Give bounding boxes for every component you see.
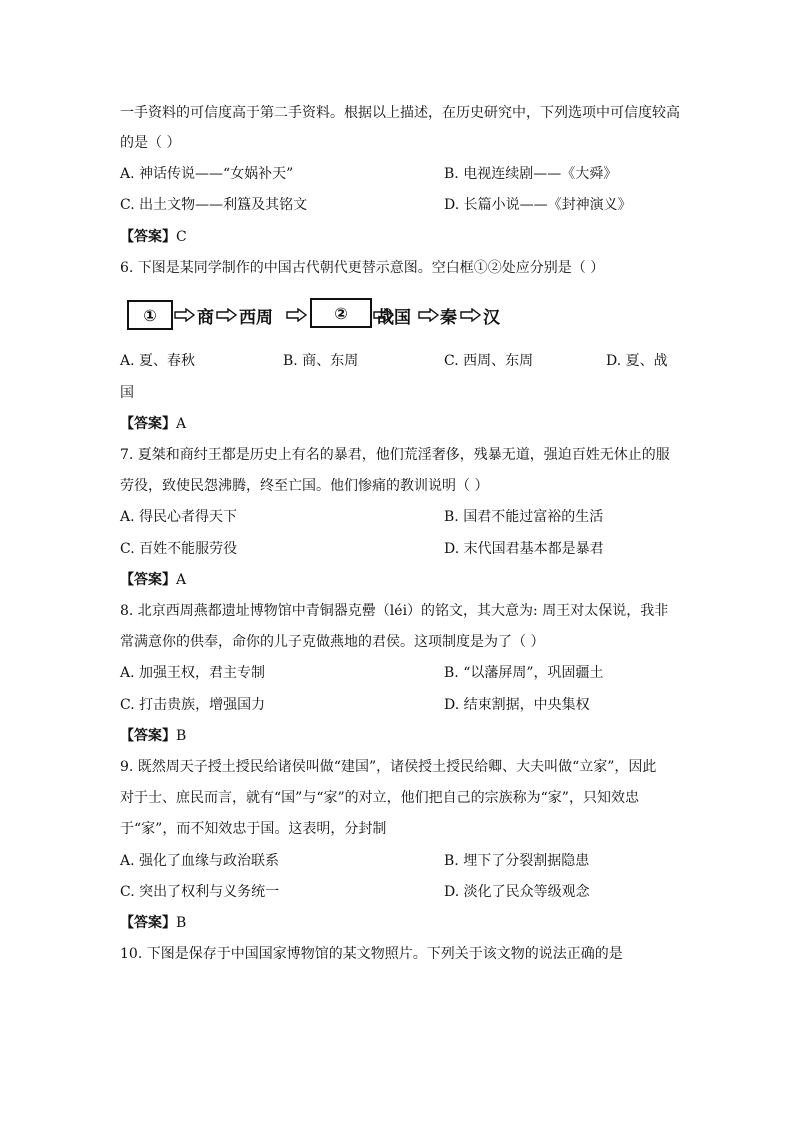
- q8-option-b: B. “以藩屏周”，巩固疆土: [444, 665, 604, 681]
- q7-option-a: A. 得民心者得天下: [120, 509, 238, 525]
- q6-stem: 6. 下图是某同学制作的中国古代朝代更替示意图。空白框①②处应分别是（ ）: [120, 260, 605, 276]
- q6-option-a: A. 夏、春秋: [120, 353, 196, 369]
- answer-label: 【答案】: [120, 572, 176, 588]
- q8-stem-line-2: 常满意你的供奉，命你的儿子克做燕地的君侯。这项制度是为了（ ）: [120, 634, 545, 650]
- q8-option-d: D. 结束割据，中央集权: [444, 697, 590, 713]
- dynasty-label-shang: 商: [197, 308, 214, 328]
- q6-option-b: B. 商、东周: [283, 353, 359, 369]
- q9-option-d: D. 淡化了民众等级观念: [444, 884, 590, 900]
- q9-stem-line-1: 9. 既然周天子授土授民给诸侯叫做“建国”，诸侯授土授民给卿、大夫叫做“立家”，因此: [120, 759, 657, 775]
- q9-stem-line-3: 于“家”，而不知效忠于国。这表明，分封制: [120, 821, 387, 837]
- q9-stem-line-2: 对于士、庶民而言，就有“国”与“家”的对立，他们把自己的宗族称为“家”，只知效忠: [120, 790, 639, 806]
- q9-answer: [120, 913, 186, 933]
- q8-option-c: C. 打击贵族，增强国力: [120, 697, 266, 713]
- blank-box-2: ②: [310, 298, 372, 328]
- dynasty-label-xizhou: 西周: [239, 308, 273, 328]
- q5-stem-line-2: 的是（ ）: [120, 135, 181, 151]
- dynasty-label-han: 汉: [483, 308, 500, 328]
- arrow-icon: [216, 308, 238, 322]
- q9-option-c: C. 突出了权利与义务统一: [120, 884, 280, 900]
- q5-option-d: D. 长篇小说——《封神演义》: [444, 197, 632, 213]
- q10-stem: 10. 下图是保存于中国国家博物馆的某文物照片。下列关于该文物的说法正确的是: [120, 946, 623, 962]
- arrow-icon: [460, 308, 482, 322]
- q8-stem-line-1: 8. 北京西周燕都遗址博物馆中青铜器克罍（léi）的铭文，其大意为: 周王对太保说，我非: [120, 603, 669, 619]
- q5-stem-line-1: 一手资料的可信度高于第二手资料。根据以上描述，在历史研究中，下列选项中可信度较高: [120, 105, 680, 121]
- arrow-icon: [286, 308, 308, 322]
- arrow-icon: [174, 308, 196, 322]
- arrow-icon: [418, 308, 440, 322]
- dynasty-label-zhanguo: 战国: [377, 308, 411, 328]
- answer-value: C: [176, 229, 187, 245]
- q5-option-b: B. 电视连续剧——《大舜》: [444, 166, 618, 182]
- q6-option-d: D. 夏、战: [606, 353, 668, 369]
- q9-option-a: A. 强化了血缘与政治联系: [120, 853, 280, 869]
- answer-value: B: [176, 728, 187, 744]
- answer-label: 【答案】: [120, 229, 176, 245]
- answer-label: 【答案】: [120, 728, 176, 744]
- q7-option-d: D. 末代国君基本都是暴君: [444, 541, 604, 557]
- answer-value: B: [176, 915, 187, 931]
- q7-option-b: B. 国君不能过富裕的生活: [444, 509, 604, 525]
- q6-option-d-wrap: 国: [120, 385, 134, 401]
- q7-option-c: C. 百姓不能服劳役: [120, 541, 238, 557]
- dynasty-label-qin: 秦: [440, 308, 457, 328]
- q8-option-a: A. 加强王权，君主专制: [120, 665, 266, 681]
- q7-stem-line-1: 7. 夏桀和商纣王都是历史上有名的暴君，他们荒淫奢侈，残暴无道，强迫百姓无休止的服: [120, 447, 670, 463]
- q7-answer: [120, 570, 186, 590]
- q5-answer: [120, 227, 187, 247]
- answer-value: A: [176, 572, 187, 588]
- q6-option-c: C. 西周、东周: [444, 353, 534, 369]
- answer-label: 【答案】: [120, 915, 176, 931]
- q9-option-b: B. 埋下了分裂割据隐患: [444, 853, 590, 869]
- q7-stem-line-2: 劳役，致使民怨沸腾，终至亡国。他们惨痛的教训说明（ ）: [120, 478, 489, 494]
- q5-option-c: C. 出土文物——利簋及其铭文: [120, 197, 308, 213]
- answer-label: 【答案】: [120, 416, 176, 432]
- q6-answer: [120, 414, 186, 434]
- q5-option-a: A. 神话传说——“女娲补天”: [120, 166, 294, 182]
- q8-answer: [120, 726, 186, 746]
- answer-value: A: [176, 416, 187, 432]
- blank-box-1: ①: [127, 300, 173, 330]
